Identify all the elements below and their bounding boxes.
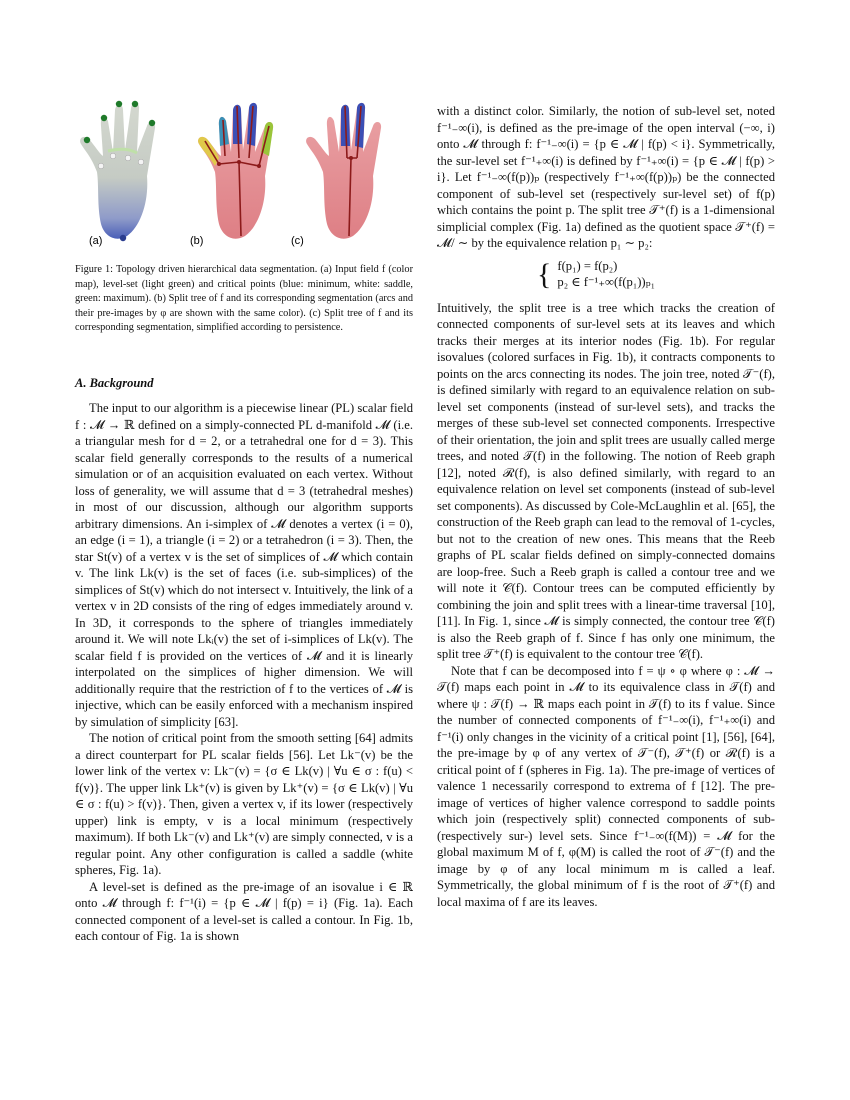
figure-caption: Figure 1: Topology driven hierarchical data segmentation. (a) Input field f (color map), level-set (light green) and critical points (blue: minimum, white: saddle, green: maximum). (b) Split tree of f and its corresponding segmentation (arcs and their pre-images by φ are shown with the same color). (c) Split tree of f and its corresponding segmentation, simplified according to persistence. — [75, 264, 413, 334]
panel-c-hand — [291, 103, 381, 247]
maximum-point — [132, 101, 138, 107]
panel-b-hand — [190, 103, 273, 247]
equation-line-2: p₂ ∈ f⁻¹₊∞(f(p₁))ₚ₁ — [557, 274, 656, 289]
paragraph-level-set: A level-set is defined as the pre-image of an isovalue i ∈ ℝ onto 𝓜 through f: f⁻¹(i) = {p ∈ 𝓜 | f(p) = i} (Fig. 1a). Each connected component of a level-set is called a contour. In Fig. 1b, each contour of Fig. 1a is shown — [75, 879, 413, 943]
maximum-point — [84, 137, 90, 143]
saddle-point — [138, 159, 144, 165]
maximum-point — [101, 115, 107, 121]
paragraph-critical-point: The notion of critical point from the smooth setting [64] admits a direct counterpart for PL scalar fields [56]. Let Lk⁻(v) be the lower link of the vertex v: Lk⁻(v) = {σ ∈ Lk(v) | ∀u ∈ σ : f(u) < f(v)}. The upper link Lk⁺(v) is given by Lk⁺(v) = {σ ∈ Lk(v) | ∀u ∈ σ : f(u) > f(v)}. Then, given a vertex v, if its lower (respectively upper) link is empty, v is a local minimum (respectively maximum). If both Lk⁻(v) and Lk⁺(v) are simply connected, v is a regular point. Any other configuration is called a saddle (white spheres, Fig. 1a). — [75, 731, 413, 877]
panel-label-a: (a) — [89, 235, 103, 247]
figure-1 — [75, 96, 413, 256]
section-heading: A. Background — [75, 376, 154, 390]
maximum-point — [116, 101, 122, 107]
equation-line-1: f(p₁) = f(p₂) — [557, 258, 618, 273]
minimum-point — [120, 235, 126, 241]
panel-label-b: (b) — [190, 235, 204, 247]
figure-hands-illustration — [75, 96, 413, 256]
left-column — [75, 400, 413, 945]
paragraph-sub-level-set: with a distinct color. Similarly, the notion of sub-level set, noted f⁻¹₋∞(i), is defined as the pre-image of the open interval (−∞, i) onto 𝓜 through f: f⁻¹₋∞(i) = {p ∈ 𝓜 | f(p) < i}. Symmetrically, the sur-level set f⁻¹₊∞(i) is defined by f⁻¹₊∞(i) = {p ∈ 𝓜 | f(p) > i}. Let f⁻¹₋∞(f(p))ₚ (respectively f⁻¹₊∞(f(p))ₚ) be the connected component of sub-level set (respectively sur-level set) of f(p) which contains the point p. The split tree 𝒯⁺(f) is a 1-dimensional simplicial complex (Fig. 1a) defined as the quotient space 𝒯⁺(f) = 𝓜/ ∼ by the equivalence relation p₁ ∼ p₂: — [437, 104, 775, 250]
right-column — [437, 103, 775, 910]
paragraph-split-tree: Intuitively, the split tree is a tree which tracks the creation of connected components of sur-level sets at its leaves and which tracks their merges at its interior nodes (Fig. 1b). For regular isovalues (colored surfaces in Fig. 1b), it contracts components to points on the arcs connecting its nodes. The join tree, noted 𝒯⁻(f), is defined similarly with regard to an equivalence relation on sub-level set components (instead of sur-level sets), and tracks the merges of these sub-level set connected components. Irrespective of their orientation, the join and split trees are usually called merge trees, and noted 𝒯(f) in the following. The notion of Reeb graph [12], noted ℛ(f), is also defined similarly, with regard to an equivalence relation on level set components (instead of sub-level set components). As discussed by Cole-McLaughlin et al. [65], the construction of the Reeb graph can lead to the removal of 1-cycles, but not to the creation of new ones. This means that the Reeb graphs of PL scalar fields defined on simply-connected domains are loop-free. Such a Reeb graph is called a contour tree and we will note it 𝒞(f). Contour trees can be computed efficiently by combining the join and split trees with a linear-time traversal [10], [11]. In Fig. 1, since 𝓜 is simply connected, the contour tree 𝒞(f) is also the Reeb graph of f. Since f has only one minimum, the split tree 𝒯⁺(f) is equivalent to the contour tree 𝒞(f). — [437, 300, 775, 661]
saddle-point — [125, 155, 131, 161]
paragraph-decomposition: Note that f can be decomposed into f = ψ ∘ φ where φ : 𝓜 → 𝒯(f) maps each point in 𝓜 to its equivalence class in 𝒯(f) and where ψ : 𝒯(f) → ℝ maps each point in 𝒯(f) to its f value. Since the number of connected components of f⁻¹₋∞(i), f⁻¹₊∞(i) and f⁻¹(i) only changes in the vicinity of a critical point [1], [56], [64], the pre-image by φ of any vertex of 𝒯⁻(f), 𝒯⁺(f) or ℛ(f) is a critical point of f (spheres in Fig. 1a). The pre-image of vertices of valence 1 necessarily correspond to extrema of f [12]. The pre-image of vertices of higher valence correspond to saddle points which join (respectively split) connected components of sub- (respectively sur-) level sets. Since f⁻¹₋∞(f(M)) = 𝓜 for the global maximum M of f, φ(M) is called the root of 𝒯⁻(f) and the image by φ of any local minimum m is called a leaf. Symmetrically, the global minimum of f is the root of 𝒯⁺(f) and local maxima of f are its leaves. — [437, 663, 775, 909]
saddle-point — [110, 153, 116, 159]
paragraph-intro: The input to our algorithm is a piecewise linear (PL) scalar field f : 𝓜 → ℝ defined on a simply-connected PL d-manifold 𝓜 (i.e. a triangular mesh for d = 2, or a tetrahedral one for d = 3). This scalar field generally corresponds to the results of a numerical simulation or of an acquisition evaluated on each vertex. Without loss of generality, we will assume that d = 3 (tetrahedral meshes) in most of our discussion, although our algorithm supports arbitrary dimensions. An i-simplex of 𝓜 denotes a vertex (i = 0), an edge (i = 1), a triangle (i = 2) or a tetrahedron (i = 3). Then, the star St(v) of a vertex v is the set of simplices of 𝓜 which contain v. The link Lk(v) is the set of faces (i.e. sub-simplices) of the simplices of St(v) which do not intersect v. Intuitively, the link of a vertex v in 2D consists of the ring of edges immediately around v. In 3D, it corresponds to the sphere of triangles immediately around it. We will note Lkᵢ(v) the set of i-simplices of Lk(v). The scalar field f is provided on the vertices of 𝓜 and it is linearly interpolated on the simplices of higher dimension. We will additionally require that the restriction of f to the vertices of 𝓜 is injective, which can be easily enforced with a mechanism inspired by simulation of simplicity [63]. — [75, 401, 413, 729]
panel-a-hand — [80, 101, 155, 247]
maximum-point — [149, 120, 155, 126]
saddle-point — [98, 163, 104, 169]
panel-label-c: (c) — [291, 235, 304, 247]
equation-equivalence: { f(p₁) = f(p₂) p₂ ∈ f⁻¹₊∞(f(p₁))ₚ₁ — [537, 257, 656, 291]
